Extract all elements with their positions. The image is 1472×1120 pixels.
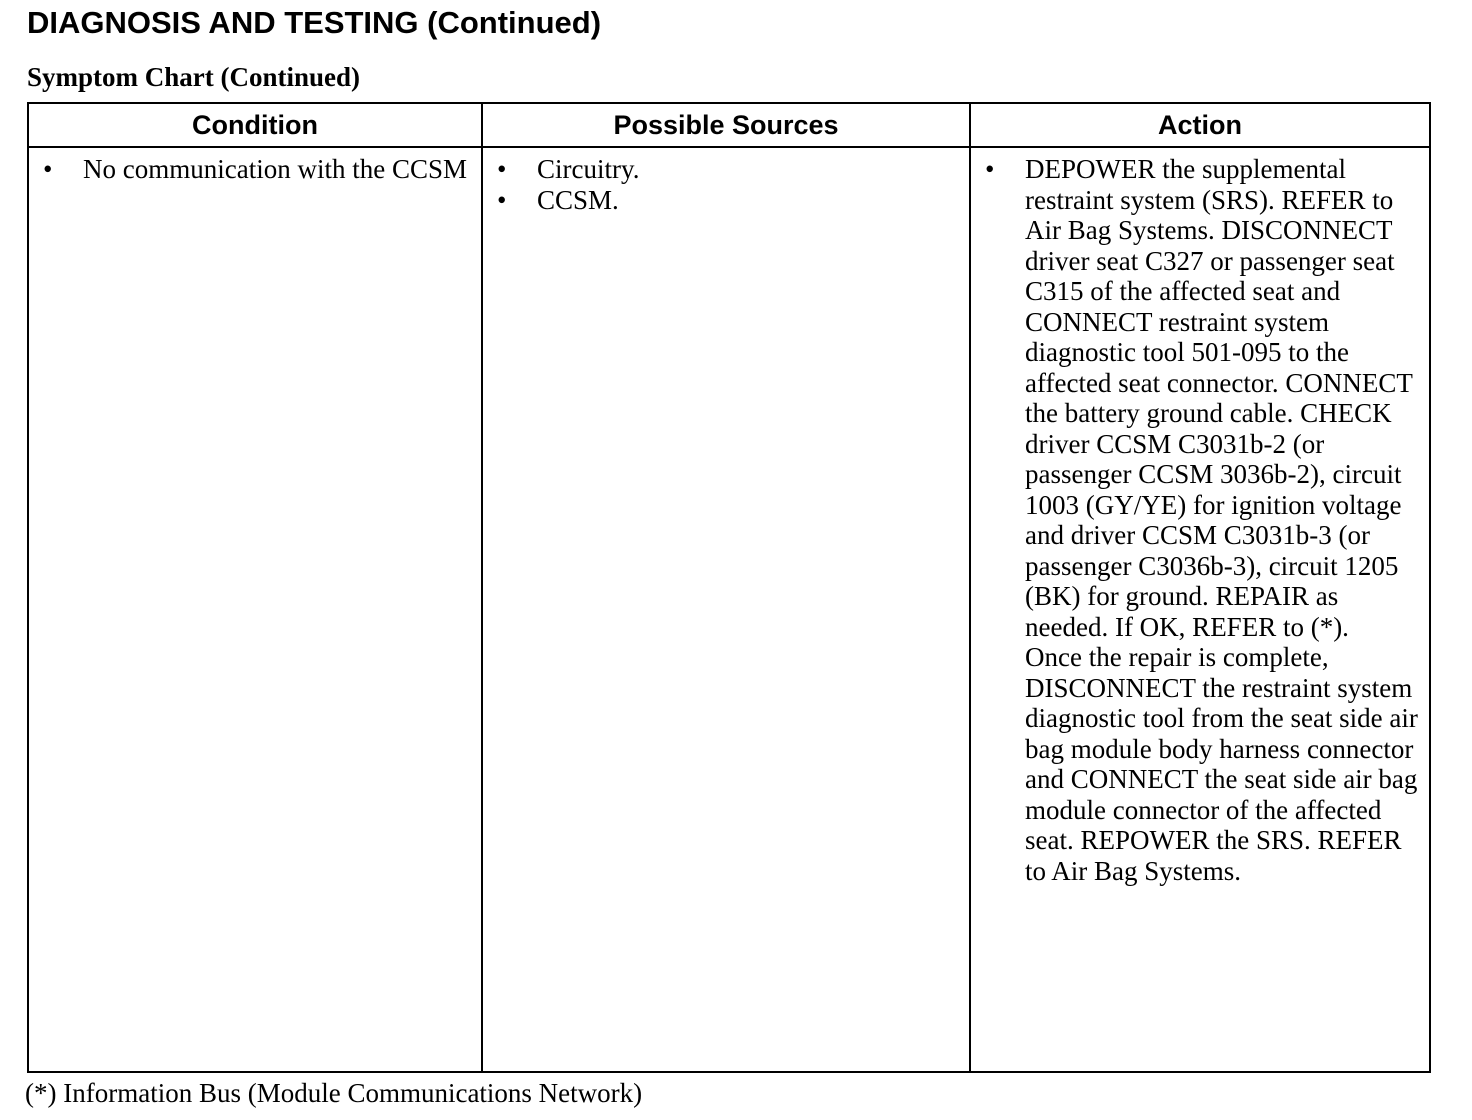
table-body [28, 147, 1430, 1072]
table-row [28, 147, 1430, 1072]
bullet-icon: • [497, 184, 507, 215]
column-header-possible-sources: Possible Sources [482, 103, 970, 147]
page-title: DIAGNOSIS AND TESTING (Continued) [27, 5, 602, 40]
condition-list [29, 154, 481, 185]
possible-sources-cell [482, 147, 970, 1072]
table-header [28, 103, 1430, 147]
column-header-condition: Condition [28, 103, 482, 147]
condition-item [29, 154, 481, 185]
possible-source-item [483, 185, 969, 216]
action-item [971, 154, 1429, 886]
condition-cell [28, 147, 482, 1072]
section-title: Symptom Chart (Continued) [27, 62, 361, 92]
possible-source-item [483, 154, 969, 185]
possible-sources-list [483, 154, 969, 215]
bullet-icon: • [985, 154, 995, 184]
bullet-icon: • [43, 154, 53, 184]
action-text-restore: Once the repair is complete, DISCONNECT the restraint system diagnostic tool from the seat side air bag module body harness connector and CONNECT the seat side air bag module connector of the affected seat. REPOWER the SRS. REFER to Air Bag Systems. [1025, 642, 1418, 886]
action-text-diagnose: DEPOWER the supplemental restraint system (SRS). REFER to Air Bag Systems. DISCONNECT driver seat C327 or passenger seat C315 of the affected seat and CONNECT restraint system diagnostic tool 501-095 to the affected seat connector. CONNECT the battery ground cable. CHECK driver CCSM C3031b-2 (or passenger CCSM 3036b-2), circuit 1003 (GY/YE) for ignition voltage and driver CCSM C3031b-3 (or passenger C3036b-3), circuit 1205 (BK) for ground. REPAIR as needed. If OK, REFER to (*). [1025, 154, 1413, 642]
possible-source-text: CCSM. [537, 184, 619, 215]
bullet-icon: • [497, 154, 507, 184]
possible-source-text: Circuitry. [537, 154, 640, 184]
header-row [28, 103, 1430, 147]
column-header-action: Action [970, 103, 1430, 147]
action-cell [970, 147, 1430, 1072]
footnote: (*) Information Bus (Module Communications Network) [25, 1078, 643, 1108]
symptom-chart-table [27, 102, 1431, 1073]
condition-text: No communication with the CCSM [83, 154, 467, 184]
action-list [971, 154, 1429, 886]
